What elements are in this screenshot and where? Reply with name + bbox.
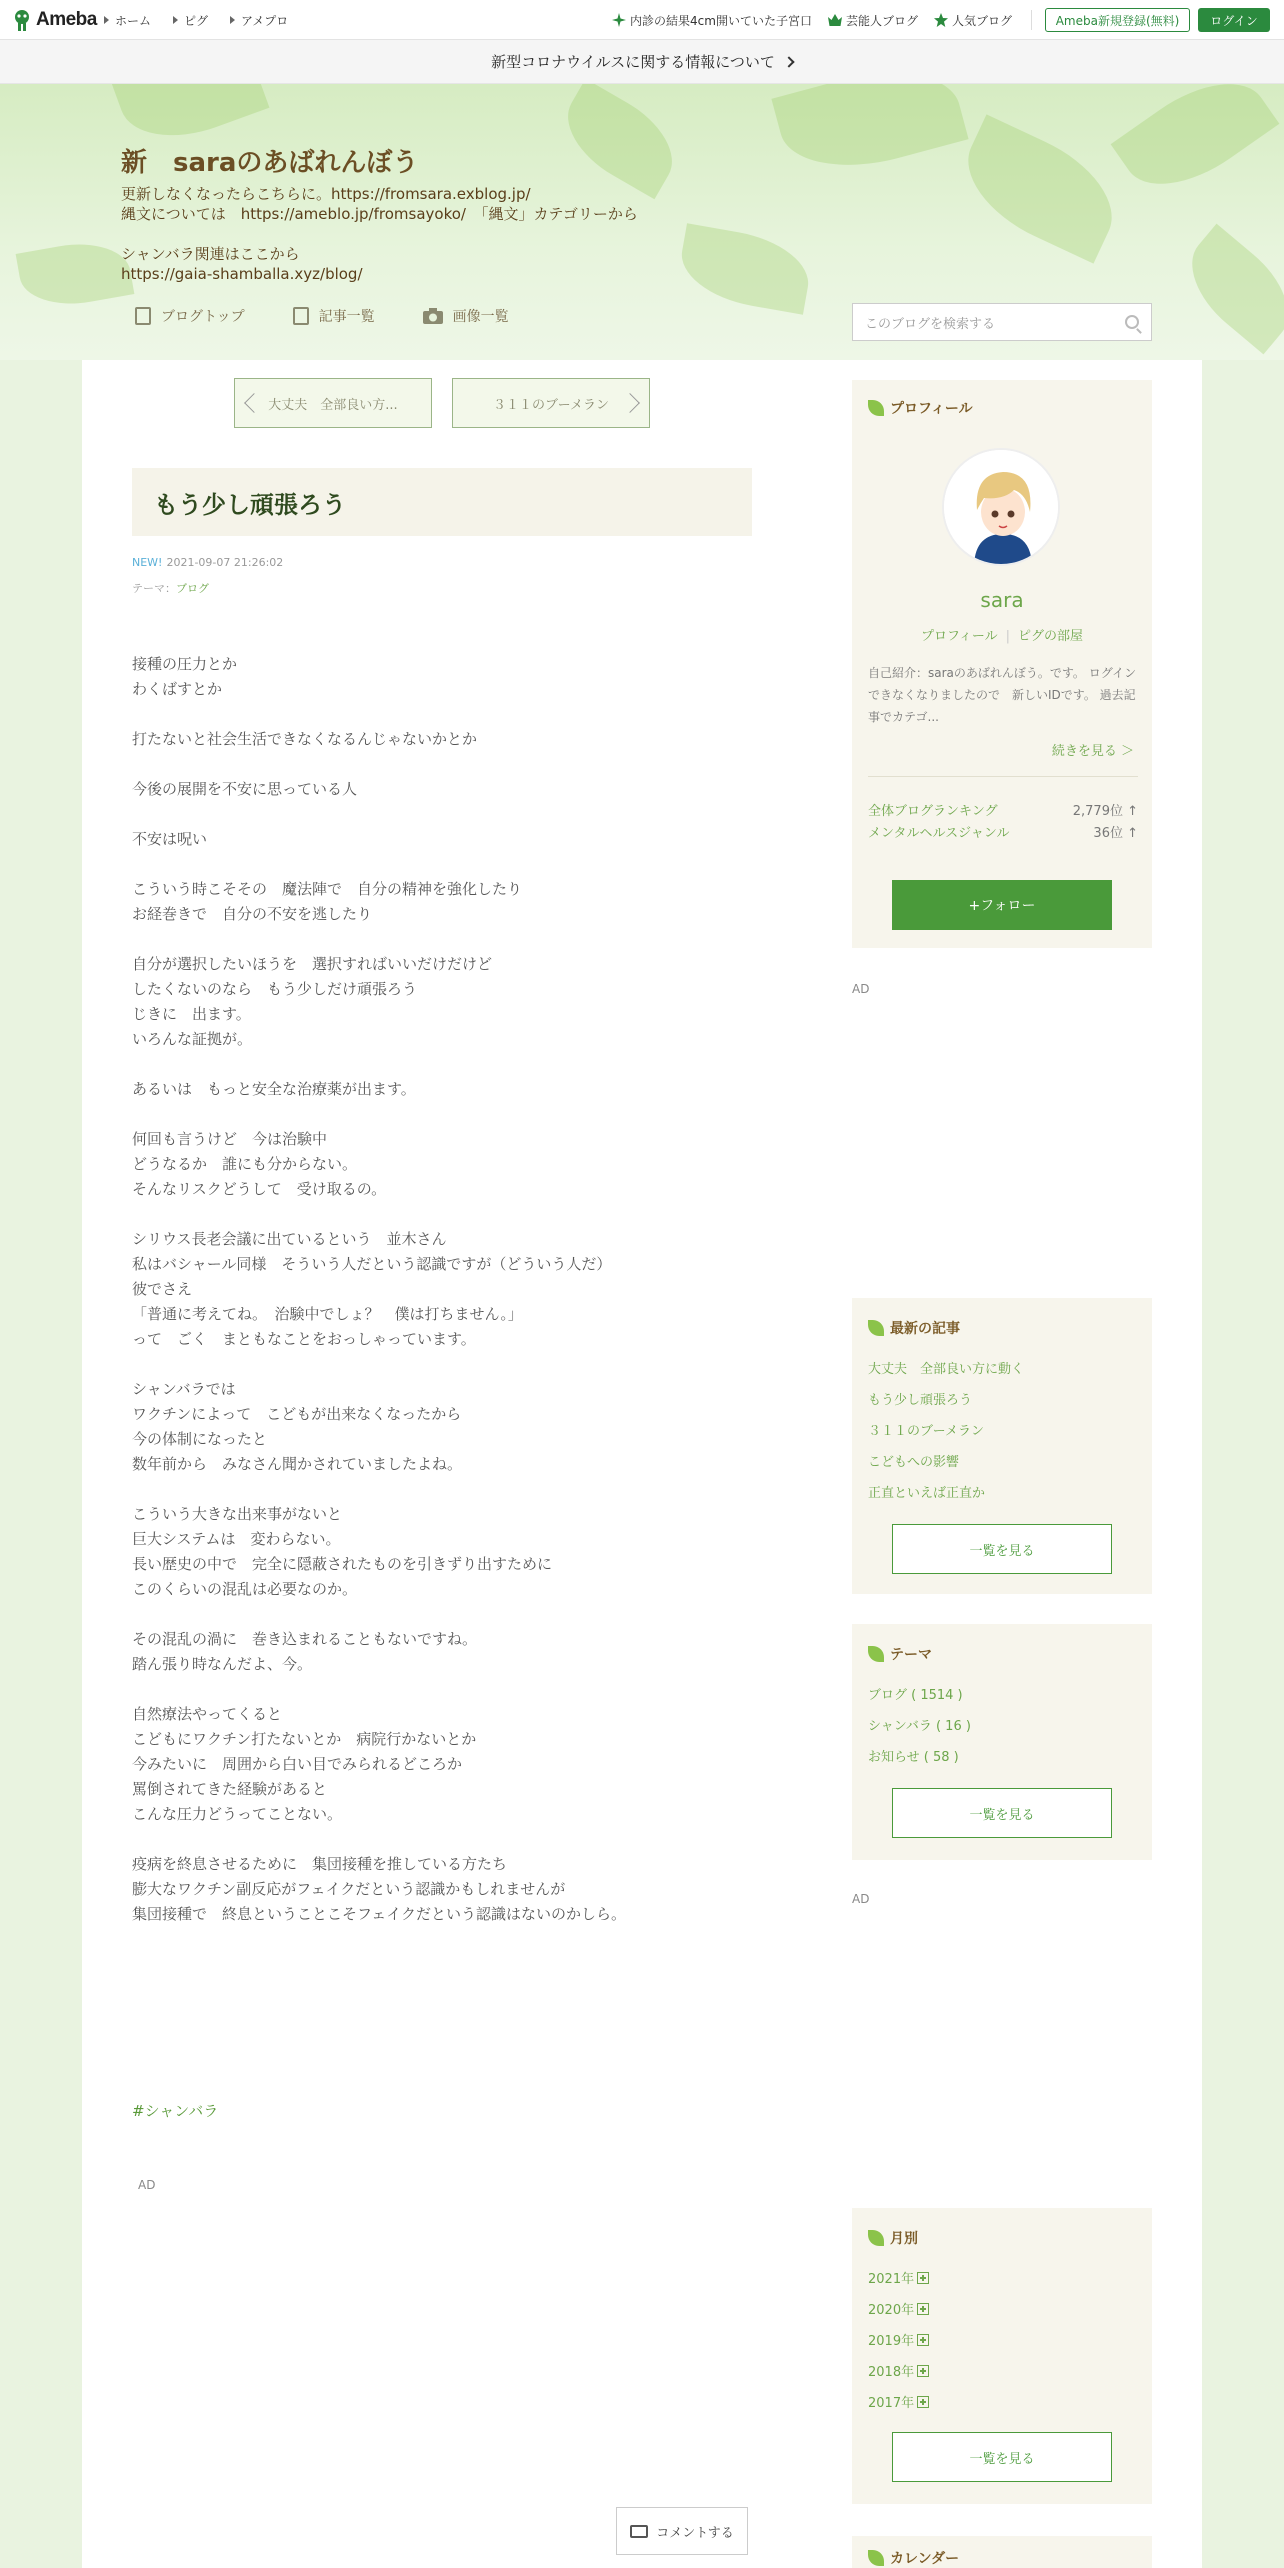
ranking-total-label: 全体ブログランキング	[868, 804, 998, 819]
theme-heading	[868, 1644, 932, 1664]
hashtag-link[interactable]: #シャンバラ	[132, 2102, 219, 2120]
blog-top-label: ブログトップ	[161, 309, 245, 325]
crown-icon	[828, 14, 842, 26]
theme-item[interactable]: お知らせ ( 58 )	[868, 1750, 959, 1765]
triangle-icon	[230, 16, 235, 24]
recent-see-all-button[interactable]: 一覧を見る	[892, 1524, 1112, 1574]
article-paragraph: 今後の展開を不安に思っている人	[132, 780, 358, 798]
article-paragraph: こういう大きな出来事がないと 巨大システムは 変わらない。 長い歴史の中で 完全に隠蔽されたものを引きずり出すために このくらいの混乱は必要なのか。	[132, 1505, 553, 1598]
profile-widget	[852, 380, 1152, 948]
monthly-item-label: 2018年	[868, 2365, 915, 2380]
monthly-item[interactable]	[868, 2361, 929, 2392]
monthly-item-label: 2017年	[868, 2396, 915, 2411]
monthly-heading	[868, 2228, 918, 2248]
blog-nav	[135, 306, 509, 326]
celebrity-blog-link[interactable]	[828, 12, 918, 29]
next-article-label: ３１１のブーメラン	[493, 397, 609, 413]
search-placeholder: このブログを検索する	[865, 316, 996, 332]
calendar-heading	[868, 2548, 959, 2568]
global-nav	[104, 0, 288, 40]
calendar-heading-text: カレンダー	[890, 2551, 960, 2567]
blog-header	[0, 84, 1284, 360]
recent-list	[868, 1358, 1024, 1513]
expand-icon[interactable]	[917, 2334, 929, 2346]
ad-label: AD	[852, 1892, 870, 1906]
recent-articles-widget	[852, 1298, 1152, 1594]
article-list-label: 記事一覧	[318, 309, 375, 325]
triangle-icon	[173, 16, 178, 24]
recent-item[interactable]: ３１１のブーメラン	[868, 1424, 984, 1439]
ranking-genre[interactable]	[868, 822, 1138, 841]
article-paragraph: 自分が選択したいほうを 選択すればいいだけだけど したくないのなら もう少しだけ頑張ろう じきに 出ます。 いろんな証拠が。	[132, 955, 493, 1048]
blog-top-link[interactable]	[135, 306, 245, 326]
logo-text: Ameba	[36, 9, 97, 30]
nav-home-label: ホーム	[115, 13, 152, 28]
monthly-archive-widget	[852, 2208, 1152, 2504]
nav-pigg-label: ピグ	[184, 13, 209, 28]
register-button[interactable]: Ameba新規登録(無料)	[1045, 8, 1190, 32]
monthly-item-label: 2020年	[868, 2303, 915, 2318]
popular-blog-link[interactable]	[934, 12, 1012, 29]
leaf-icon	[868, 400, 884, 416]
global-header	[0, 0, 1284, 40]
article-paragraph: 何回も言うけど 今は治験中 どうなるか 誰にも分からない。 そんなリスクどうして 受け取るの。	[132, 1130, 387, 1198]
leaf-decoration	[551, 84, 690, 199]
prev-article-label: 大丈夫 全部良い方...	[268, 397, 398, 413]
article-paragraph: 打たないと社会生活できなくなるんじゃないかとか	[132, 730, 478, 748]
ameba-logo[interactable]	[12, 8, 97, 32]
comment-label: コメントする	[656, 2525, 734, 2541]
divider: |	[1005, 629, 1011, 644]
recent-heading	[868, 1318, 960, 1338]
monthly-item[interactable]	[868, 2268, 929, 2299]
image-list-label: 画像一覧	[452, 309, 509, 325]
leaf-decoration	[948, 114, 1131, 263]
recent-item[interactable]: 大丈夫 全部良い方に動く	[868, 1362, 1025, 1377]
monthly-heading-text: 月別	[890, 2231, 918, 2247]
article-title[interactable]: もう少し頑張ろう	[132, 468, 752, 536]
triangle-icon	[104, 16, 109, 24]
avatar-illustration	[944, 450, 1060, 566]
profile-links	[852, 625, 1152, 644]
article-paragraph: 疫病を終息させるために 集団接種を推している方たち 膨大なワクチン副反応がフェイクだという認識かもしれませんが 集団接種で 終息ということこそフェイクだという認識はないのかしら。	[132, 1855, 626, 1923]
theme-heading-text: テーマ	[890, 1647, 932, 1663]
article-paragraph: シャンバラでは ワクチンによって こどもが出来なくなったから 今の体制になったと 数年前から みなさん聞かされていましたよね。	[132, 1380, 463, 1473]
theme-link[interactable]: ブログ	[176, 582, 209, 595]
nav-amepro[interactable]	[230, 12, 288, 29]
avatar[interactable]	[942, 448, 1060, 566]
topic-link-label: 内診の結果4cm開いていた子宮口	[630, 13, 812, 28]
nav-amepro-label: アメプロ	[241, 13, 289, 28]
nav-home[interactable]	[104, 12, 151, 29]
nav-pigg[interactable]	[173, 12, 208, 29]
ranking-total-value: 2,779位 ↑	[1072, 804, 1138, 819]
expand-icon[interactable]	[917, 2303, 929, 2315]
article-paragraph: こういう時こそその 魔法陣で 自分の精神を強化したり お経巻きで 自分の不安を逃したり	[132, 880, 523, 923]
article-paragraph: シリウス長老会議に出ているという 並木さん 私はバシャール同様 そういう人だという認識ですが（どういう人だ） 彼でさえ 「普通に考えてね。 治験中でしょ？ 僕は打ちません。」 って ごく まともなことをおっしゃっています。	[132, 1230, 612, 1348]
chevron-left-icon	[244, 393, 264, 413]
calendar-widget	[852, 2536, 1152, 2568]
document-icon	[135, 307, 151, 325]
theme-widget	[852, 1624, 1152, 1860]
blog-title[interactable]: 新 saraのあばれんぼう	[121, 148, 419, 178]
article-meta	[132, 556, 283, 569]
article-paragraph: その混乱の渦に 巻き込まれることもないですね。 踏ん張り時なんだよ、今。	[132, 1630, 478, 1673]
expand-icon[interactable]	[917, 2396, 929, 2408]
prev-article-button[interactable]	[234, 378, 432, 428]
read-more-link[interactable]: 続きを見る ＞	[1051, 744, 1134, 759]
article-body	[132, 652, 752, 1952]
follow-button[interactable]: +フォロー	[892, 880, 1112, 930]
ameba-mascot-icon	[12, 8, 32, 32]
divider	[868, 776, 1138, 777]
sparkle-icon	[612, 13, 626, 27]
profile-name[interactable]: sara	[980, 588, 1024, 612]
recent-item[interactable]: もう少し頑張ろう	[868, 1393, 973, 1408]
search-icon[interactable]	[1125, 315, 1139, 329]
expand-icon[interactable]	[917, 2272, 929, 2284]
article-paragraph: 不安は呪い	[132, 830, 208, 848]
expand-icon[interactable]	[917, 2365, 929, 2377]
leaf-icon	[868, 2550, 884, 2566]
blog-description: 更新しなくなったらこちらに。https://fromsara.exblog.jp/ 縄文については https://ameblo.jp/fromsayoko/ 「縄文」カテゴリーから シャンバラ関連はここから https://gaia-shamballa.xyz/blog/	[121, 185, 638, 283]
recent-item[interactable]: 正直といえば正直か	[868, 1486, 986, 1501]
next-article-button[interactable]	[452, 378, 650, 428]
chevron-right-icon	[620, 393, 640, 413]
theme-list	[868, 1684, 971, 1777]
topic-nav	[612, 0, 1012, 40]
monthly-see-all-button[interactable]: 一覧を見る	[892, 2432, 1112, 2482]
celebrity-blog-label: 芸能人ブログ	[845, 13, 918, 28]
ad-label: AD	[138, 2178, 156, 2192]
leaf-icon	[868, 1320, 884, 1336]
ranking-total[interactable]	[868, 800, 1138, 819]
monthly-list	[868, 2268, 929, 2423]
leaf-decoration	[16, 235, 135, 313]
login-button[interactable]: ログイン	[1198, 8, 1270, 32]
article-list-link[interactable]	[293, 306, 375, 326]
profile-heading-text: プロフィール	[890, 401, 973, 417]
theme-see-all-button[interactable]: 一覧を見る	[892, 1788, 1112, 1838]
monthly-item-label: 2021年	[868, 2272, 915, 2287]
ad-label: AD	[852, 982, 870, 996]
article-paragraph: 自然療法やってくると こどもにワクチン打たないとか 病院行かないとか 今みたいに 周囲から白い目でみられるどころか 罵倒されてきた経験があると こんな圧力どうってことない。	[132, 1705, 477, 1823]
theme-label: テーマ：	[132, 582, 176, 595]
profile-heading	[868, 398, 973, 418]
article-date: 2021-09-07 21:26:02	[166, 556, 284, 569]
leaf-decoration	[771, 84, 968, 186]
article-paragraph: 接種の圧力とか わくばすとか	[132, 655, 238, 698]
leaf-icon	[868, 1646, 884, 1662]
image-list-link[interactable]	[423, 306, 509, 326]
chevron-right-icon	[783, 56, 794, 67]
comment-icon	[630, 2525, 648, 2538]
theme-item[interactable]: ブログ ( 1514 )	[868, 1688, 963, 1703]
monthly-item-label: 2019年	[868, 2334, 915, 2349]
popular-blog-label: 人気ブログ	[951, 13, 1012, 28]
leaf-decoration	[1111, 84, 1280, 210]
monthly-item[interactable]	[868, 2299, 929, 2330]
camera-icon	[423, 308, 443, 324]
monthly-item[interactable]	[868, 2392, 929, 2423]
theme-item[interactable]: シャンバラ ( 16 )	[868, 1719, 971, 1734]
ranking-genre-value: 36位 ↑	[1093, 826, 1138, 841]
profile-link[interactable]: プロフィール	[920, 629, 998, 644]
star-icon	[934, 13, 948, 27]
notice-text: 新型コロナウイルスに関する情報について	[491, 53, 775, 71]
leaf-decoration	[1172, 224, 1284, 355]
leaf-decoration	[675, 223, 815, 315]
new-badge: NEW!	[132, 556, 163, 569]
divider	[1031, 10, 1032, 30]
topic-link[interactable]	[612, 12, 812, 29]
recent-heading-text: 最新の記事	[890, 1321, 960, 1337]
leaf-icon	[868, 2230, 884, 2246]
ranking-genre-label: メンタルヘルスジャンル	[868, 826, 1010, 841]
monthly-item[interactable]	[868, 2330, 929, 2361]
blog-search-input[interactable]	[852, 303, 1152, 341]
copy-icon	[293, 307, 309, 325]
article-paragraph: あるいは もっと安全な治療薬が出ます。	[132, 1080, 416, 1098]
article-theme	[132, 580, 209, 596]
comment-button[interactable]	[616, 2507, 748, 2555]
profile-intro: 自己紹介：saraのあばれんぼう。です。 ログインできなくなりましたので 新しいIDです。 過去記事でカテゴ...	[868, 666, 1137, 724]
recent-item[interactable]: こどもへの影響	[868, 1455, 960, 1470]
pigg-room-link[interactable]: ピグの部屋	[1018, 629, 1084, 644]
covid-notice-banner[interactable]	[0, 40, 1284, 84]
